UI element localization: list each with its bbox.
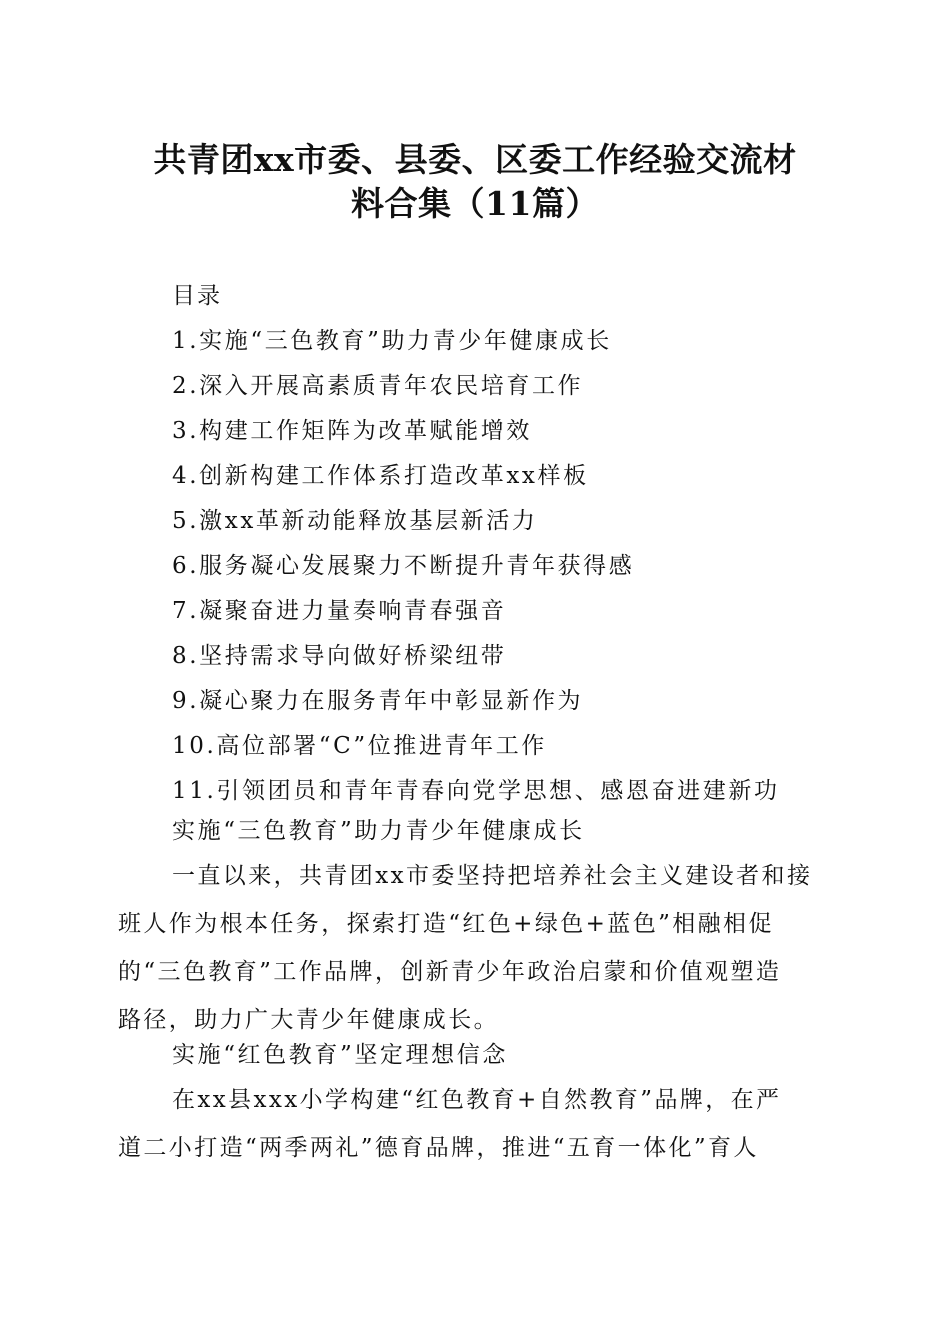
paragraph-line: 在xx县xxx小学构建“红色教育+自然教育”品牌，在严 bbox=[172, 1087, 782, 1113]
document-title-line-1: 共青团xx市委、县委、区委工作经验交流材 bbox=[153, 140, 797, 179]
toc-item: 2.深入开展高素质青年农民培育工作 bbox=[172, 373, 584, 399]
paragraph-line: 的“三色教育”工作品牌，创新青少年政治启蒙和价值观塑造 bbox=[118, 959, 782, 985]
toc-item: 10.高位部署“C”位推进青年工作 bbox=[172, 733, 547, 759]
paragraph-line: 班人作为根本任务，探索打造“红色+绿色+蓝色”相融相促 bbox=[118, 911, 774, 937]
paragraph-line: 路径，助力广大青少年健康成长。 bbox=[118, 1007, 499, 1033]
toc-item: 6.服务凝心发展聚力不断提升青年获得感 bbox=[172, 553, 635, 579]
document-title-line-2: 料合集（11篇） bbox=[351, 184, 599, 223]
toc-item: 3.构建工作矩阵为改革赋能增效 bbox=[172, 418, 532, 444]
subsection-heading: 实施“红色教育”坚定理想信念 bbox=[172, 1042, 508, 1068]
toc-item: 5.激xx革新动能释放基层新活力 bbox=[172, 508, 538, 534]
toc-item: 8.坚持需求导向做好桥梁纽带 bbox=[172, 643, 507, 669]
toc-item: 9.凝心聚力在服务青年中彰显新作为 bbox=[172, 688, 584, 714]
toc-item: 1.实施“三色教育”助力青少年健康成长 bbox=[172, 328, 612, 354]
paragraph-line: 一直以来，共青团xx市委坚持把培养社会主义建设者和接 bbox=[172, 863, 813, 889]
toc-heading: 目录 bbox=[172, 283, 222, 309]
body-paragraph bbox=[118, 1085, 828, 1181]
toc-item: 7.凝聚奋进力量奏响青春强音 bbox=[172, 598, 507, 624]
table-of-contents bbox=[172, 326, 780, 821]
intro-paragraph bbox=[118, 861, 828, 1053]
paragraph-line: 道二小打造“两季两礼”德育品牌，推进“五育一体化”育人 bbox=[118, 1135, 759, 1161]
toc-item: 11.引领团员和青年青春向党学思想、感恩奋进建新功 bbox=[172, 778, 780, 804]
section-heading: 实施“三色教育”助力青少年健康成长 bbox=[172, 818, 585, 844]
toc-item: 4.创新构建工作体系打造改革xx样板 bbox=[172, 463, 589, 489]
